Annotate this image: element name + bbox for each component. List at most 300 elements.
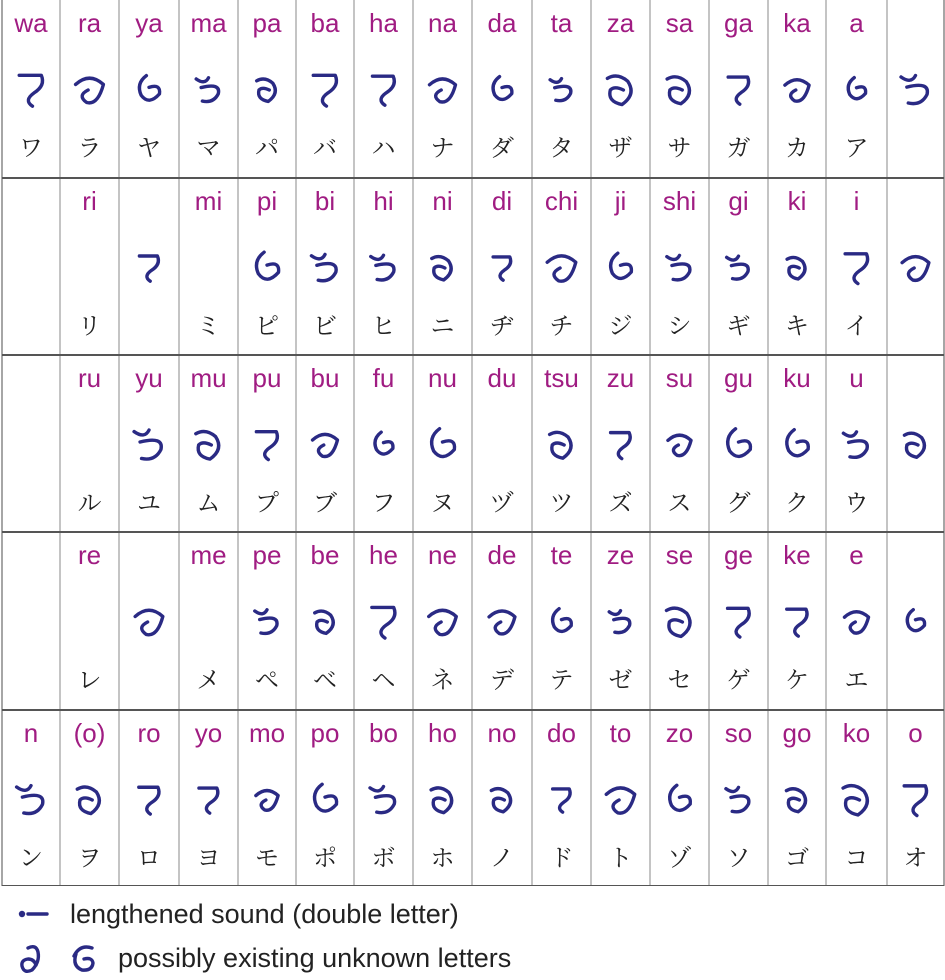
romaji-label: mu	[190, 363, 227, 393]
kana-label: ス	[667, 489, 692, 517]
script-glyph-icon	[315, 784, 337, 811]
syllabary-row	[78, 363, 925, 517]
syllable-cell	[311, 540, 340, 694]
script-glyph-icon	[611, 433, 631, 459]
kana-label: バ	[313, 134, 337, 162]
syllable-cell	[607, 363, 634, 517]
romaji-label: mo	[248, 718, 286, 748]
kana-label: ポ	[313, 844, 337, 872]
romaji-label: ge	[724, 540, 753, 570]
kana-label: タ	[549, 134, 574, 162]
script-glyph-icon	[491, 789, 510, 812]
script-glyph-icon	[609, 611, 630, 633]
legend-lengthened-text: lengthened sound (double letter)	[70, 898, 459, 929]
romaji-label: ma	[190, 8, 227, 38]
syllable-cell	[431, 186, 455, 340]
kana-label: ク	[785, 489, 809, 517]
script-glyph-icon	[785, 80, 809, 101]
romaji-label: mi	[194, 186, 223, 216]
script-glyph-icon	[493, 77, 512, 100]
kana-label: ゲ	[726, 666, 751, 694]
script-glyph-icon	[845, 254, 867, 284]
syllable-cell	[195, 186, 222, 340]
romaji-label: ho	[428, 718, 457, 748]
kana-label: ヨ	[196, 844, 221, 872]
syllable-cell	[488, 718, 517, 872]
script-glyph-icon	[257, 79, 276, 101]
syllable-cell	[666, 8, 694, 162]
romaji-label: du	[487, 363, 517, 393]
syllable-cell	[547, 718, 576, 872]
script-glyph-icon	[727, 256, 749, 279]
syllable-cell	[369, 540, 398, 694]
syllable-cell	[13, 8, 48, 162]
romaji-label: ku	[783, 363, 811, 393]
legend-unknown-text: possibly existing unknown letters	[118, 942, 512, 973]
kana-label: カ	[785, 134, 809, 162]
romaji-label: e	[849, 540, 864, 570]
syllable-cell	[78, 540, 102, 694]
kana-label: オ	[903, 844, 928, 872]
kana-label: ダ	[490, 134, 514, 162]
kana-label: ア	[844, 134, 869, 162]
romaji-label: hi	[373, 186, 394, 216]
kana-label: ミ	[196, 312, 221, 340]
romaji-label: wa	[14, 8, 48, 38]
romaji-label: (o)	[73, 718, 106, 748]
kana-label: ザ	[608, 134, 633, 162]
script-glyph-icon	[372, 607, 395, 638]
kana-label: ガ	[726, 134, 751, 162]
kana-label: モ	[255, 844, 279, 872]
syllable-cell	[609, 186, 633, 340]
romaji-label: pu	[252, 363, 282, 393]
kana-label: ニ	[430, 312, 455, 340]
syllable-cell	[253, 8, 282, 162]
script-glyph-icon	[606, 788, 634, 813]
romaji-label: yu	[135, 363, 163, 393]
syllable-cell	[190, 8, 227, 162]
romaji-label: bi	[314, 186, 336, 216]
romaji-label: da	[487, 8, 517, 38]
kana-label: ト	[608, 844, 633, 872]
kana-label: ヒ	[371, 312, 396, 340]
syllable-cell	[139, 256, 158, 281]
unknown-letters-icon	[0, 936, 118, 980]
syllable-cell	[428, 363, 457, 517]
syllable-cell	[785, 186, 809, 340]
script-glyph-icon	[431, 788, 452, 813]
kana-label: ジ	[608, 312, 633, 340]
kana-label: イ	[844, 312, 869, 340]
syllable-cell	[488, 363, 517, 517]
syllable-cell	[372, 363, 396, 517]
romaji-label: ze	[606, 540, 635, 570]
script-glyph-icon	[901, 76, 927, 104]
kana-label: ハ	[371, 134, 396, 162]
kana-label: ヘ	[371, 666, 396, 694]
syllable-cell	[550, 540, 574, 694]
romaji-label: ha	[369, 8, 398, 38]
kana-label: ゴ	[785, 844, 809, 872]
romaji-label: yo	[194, 718, 223, 748]
script-glyph-icon	[256, 791, 278, 811]
script-glyph-icon	[255, 610, 277, 634]
script-glyph-icon	[843, 432, 867, 457]
romaji-label: ni	[432, 186, 453, 216]
romaji-label: ka	[783, 8, 811, 38]
kana-label: ペ	[255, 666, 279, 694]
script-glyph-icon	[313, 75, 336, 106]
romaji-label: ki	[787, 186, 807, 216]
script-glyph-icon	[370, 787, 395, 813]
syllable-cell	[666, 540, 693, 694]
kana-label: ヅ	[490, 489, 514, 517]
kana-label: ウ	[844, 489, 869, 517]
kana-label: セ	[667, 666, 692, 694]
kana-label: ノ	[490, 844, 514, 872]
syllabary-row	[78, 540, 925, 694]
kana-label: ピ	[255, 312, 279, 340]
kana-label: エ	[844, 666, 869, 694]
kana-label: ベ	[313, 666, 337, 694]
kana-label: チ	[549, 312, 574, 340]
romaji-label: se	[665, 540, 694, 570]
romaji-label: no	[487, 718, 517, 748]
script-glyph-icon	[848, 78, 865, 99]
syllable-cell	[255, 186, 279, 340]
syllable-cell	[428, 8, 457, 162]
romaji-label: ri	[82, 186, 97, 216]
script-glyph-icon	[787, 609, 807, 636]
romaji-label: ko	[842, 718, 871, 748]
kana-label: レ	[77, 666, 102, 694]
syllable-cell	[902, 257, 929, 281]
kana-label: ゼ	[608, 666, 633, 694]
romaji-label: to	[609, 718, 632, 748]
kana-label: プ	[255, 489, 279, 517]
syllable-cell	[724, 363, 753, 517]
romaji-label: ra	[77, 8, 102, 38]
romaji-label: na	[428, 8, 457, 38]
syllable-cell	[253, 540, 282, 694]
kana-label: グ	[726, 489, 751, 517]
kana-label: パ	[255, 134, 279, 162]
romaji-label: ru	[77, 363, 102, 393]
romaji-label: sa	[665, 8, 694, 38]
script-glyph-icon	[77, 787, 99, 814]
syllable-cell	[78, 186, 102, 340]
script-glyph-icon	[256, 252, 278, 279]
syllable-cell	[311, 363, 340, 517]
kana-label: ル	[77, 489, 102, 517]
syllable-cell	[727, 186, 751, 340]
script-glyph-icon	[371, 255, 394, 280]
kana-label: ツ	[549, 489, 574, 517]
syllable-cell	[607, 8, 635, 162]
syllable-cell	[725, 718, 752, 872]
kana-label: メ	[196, 666, 221, 694]
script-glyph-icon	[843, 786, 867, 815]
script-glyph-icon	[786, 789, 805, 812]
script-glyph-icon	[728, 77, 748, 104]
romaji-label: pa	[252, 8, 282, 38]
romaji-label: gi	[728, 186, 749, 216]
script-glyph-icon	[429, 610, 456, 634]
script-glyph-icon	[667, 255, 690, 280]
kana-label: ボ	[371, 844, 396, 872]
kana-label: ラ	[77, 134, 102, 162]
syllable-cell	[76, 8, 104, 162]
kana-label: ブ	[313, 489, 337, 517]
romaji-label: chi	[544, 186, 579, 216]
script-glyph-icon	[553, 609, 572, 632]
romaji-label: bo	[369, 718, 398, 748]
romaji-label: n	[23, 718, 39, 748]
romaji-label: u	[849, 363, 864, 393]
script-glyph-icon	[550, 432, 571, 458]
script-glyph-icon	[668, 435, 691, 456]
syllable-cell	[783, 8, 811, 162]
kana-label: マ	[196, 134, 221, 162]
script-glyph-icon	[372, 76, 394, 105]
kana-label: ユ	[137, 489, 161, 517]
kana-label: ロ	[137, 844, 161, 872]
syllable-cell	[904, 718, 928, 872]
romaji-label: ga	[724, 8, 753, 38]
script-glyph-icon	[902, 257, 929, 281]
romaji-label: ne	[428, 540, 457, 570]
syllable-cell	[311, 718, 340, 872]
script-glyph-icon	[904, 433, 924, 457]
syllable-cell	[843, 363, 868, 517]
kana-label: リ	[77, 312, 102, 340]
script-glyph-icon	[553, 789, 570, 812]
syllable-cell	[190, 363, 226, 517]
romaji-label: i	[853, 186, 860, 216]
kana-label: テ	[549, 666, 574, 694]
syllable-cell	[544, 363, 579, 517]
romaji-label: he	[369, 540, 398, 570]
romaji-label: be	[310, 540, 340, 570]
syllable-cell	[843, 718, 870, 872]
syllable-cell	[253, 363, 282, 517]
kana-label: ヲ	[77, 844, 102, 872]
script-glyph-icon	[139, 256, 158, 281]
romaji-label: zu	[606, 363, 635, 393]
romaji-label: po	[310, 718, 340, 748]
kana-label: ヤ	[137, 134, 161, 162]
legend	[0, 886, 945, 977]
syllable-cell	[490, 186, 514, 340]
romaji-label: gu	[724, 363, 753, 393]
syllable-cell	[195, 718, 222, 872]
syllable-cell	[369, 8, 398, 162]
romaji-label: fu	[372, 363, 395, 393]
syllable-cell	[845, 186, 869, 340]
romaji-label: me	[190, 540, 227, 570]
syllable-cell	[17, 718, 43, 872]
script-glyph-icon	[134, 430, 161, 459]
script-glyph-icon	[666, 608, 690, 636]
kana-label: ズ	[608, 489, 633, 517]
script-glyph-icon	[135, 610, 163, 635]
script-glyph-icon	[76, 78, 104, 103]
script-glyph-icon	[670, 785, 691, 810]
script-glyph-icon	[199, 788, 218, 813]
kana-label: ネ	[430, 666, 455, 694]
kana-label: ビ	[313, 312, 337, 340]
romaji-label: so	[724, 718, 753, 748]
script-glyph-icon	[139, 787, 159, 814]
syllable-cell	[488, 8, 517, 162]
script-glyph-icon	[196, 78, 218, 102]
script-glyph-icon	[139, 76, 159, 101]
script-glyph-icon	[256, 432, 277, 460]
romaji-label: re	[77, 540, 102, 570]
kana-label: ソ	[726, 844, 751, 872]
script-glyph-icon	[489, 611, 515, 634]
syllable-cell	[134, 363, 163, 517]
script-glyph-icon	[17, 786, 43, 814]
romaji-label: te	[550, 540, 573, 570]
romaji-label: shi	[662, 186, 697, 216]
romaji-label: pe	[252, 540, 282, 570]
script-glyph-icon	[432, 429, 455, 457]
syllable-cell	[783, 718, 812, 872]
legend-row-unknown	[0, 936, 511, 980]
syllable-cell	[371, 186, 396, 340]
syllable-cell	[606, 718, 634, 872]
script-glyph-icon	[313, 434, 338, 456]
script-glyph-icon	[611, 253, 632, 278]
romaji-label: do	[547, 718, 576, 748]
romaji-label: ro	[137, 718, 161, 748]
romaji-label: pi	[256, 186, 278, 216]
syllable-cell	[190, 540, 226, 694]
romaji-label: a	[849, 8, 864, 38]
syllable-cell	[607, 540, 634, 694]
script-glyph-icon	[728, 429, 751, 457]
syllable-cell	[137, 718, 161, 872]
romaji-label: o	[908, 718, 923, 748]
kana-label: ギ	[726, 312, 751, 340]
syllable-cell	[135, 8, 163, 162]
script-glyph-icon	[907, 610, 924, 631]
script-glyph-icon	[429, 79, 455, 102]
syllable-cell	[74, 718, 106, 872]
romaji-label: tsu	[544, 363, 579, 393]
kana-label: コ	[844, 844, 869, 872]
romaji-label: ke	[783, 540, 811, 570]
script-glyph-icon	[311, 254, 336, 280]
kana-label: フ	[371, 489, 396, 517]
kana-label: キ	[785, 312, 809, 340]
syllable-cell	[666, 363, 693, 517]
syllable-cell	[901, 76, 927, 104]
syllable-cell	[724, 8, 753, 162]
kana-label: ド	[549, 844, 574, 872]
kana-label: ナ	[430, 134, 455, 162]
syllable-cell	[783, 540, 810, 694]
kana-label: ケ	[785, 666, 809, 694]
syllable-cell	[724, 540, 753, 694]
script-glyph-icon	[375, 432, 393, 454]
script-glyph-icon	[607, 76, 631, 105]
syllable-cell	[783, 363, 810, 517]
syllabary-row	[78, 186, 929, 340]
romaji-label: ba	[310, 8, 340, 38]
kana-label: ゾ	[667, 844, 692, 872]
syllable-cell	[428, 540, 457, 694]
romaji-label: de	[487, 540, 517, 570]
script-glyph-icon	[787, 430, 808, 456]
kana-label: ヌ	[430, 489, 455, 517]
syllable-cell	[545, 186, 578, 340]
romaji-label: nu	[428, 363, 457, 393]
script-glyph-icon	[196, 431, 219, 459]
script-glyph-icon	[667, 77, 689, 104]
kana-label: ホ	[430, 844, 455, 872]
syllable-cell	[550, 8, 574, 162]
romaji-label: di	[491, 186, 513, 216]
script-glyph-icon	[493, 257, 511, 280]
syllable-cell	[135, 610, 163, 635]
syllable-cell	[311, 8, 340, 162]
script-glyph-icon	[844, 612, 868, 633]
script-glyph-icon	[787, 257, 805, 279]
script-glyph-icon	[726, 787, 749, 811]
syllabary-row	[13, 8, 927, 162]
script-glyph-icon	[432, 257, 451, 280]
script-glyph-icon	[547, 256, 576, 281]
romaji-label: go	[782, 718, 812, 748]
romaji-label: ya	[135, 8, 163, 38]
kana-label: ヂ	[490, 312, 514, 340]
syllable-cell	[845, 8, 869, 162]
romaji-label: bu	[310, 363, 340, 393]
lengthened-mark-icon	[0, 892, 70, 936]
syllable-cell	[904, 433, 924, 457]
kana-label: デ	[490, 666, 514, 694]
kana-label: シ	[667, 312, 692, 340]
script-glyph-icon	[315, 611, 334, 633]
syllable-cell	[907, 610, 924, 631]
romaji-label: ta	[550, 8, 573, 38]
syllable-cell	[488, 540, 517, 694]
romaji-label: su	[665, 363, 694, 393]
syllable-cell	[663, 186, 696, 340]
script-glyph-icon	[550, 79, 571, 101]
kana-label: ン	[19, 844, 43, 872]
kana-label: ム	[196, 489, 221, 517]
syllable-cell	[666, 718, 693, 872]
syllable-cell	[844, 540, 868, 694]
legend-row-lengthened	[0, 892, 459, 936]
kana-label: ワ	[19, 134, 43, 162]
syllable-cell	[78, 363, 102, 517]
romaji-label: za	[606, 8, 635, 38]
syllable-cell	[311, 186, 337, 340]
romaji-label: zo	[665, 718, 694, 748]
syllable-cell	[369, 718, 398, 872]
syllable-cell	[249, 718, 285, 872]
kana-label: サ	[667, 134, 692, 162]
syllable-cell	[428, 718, 457, 872]
romaji-label: ji	[614, 186, 627, 216]
script-glyph-icon	[728, 608, 750, 637]
script-glyph-icon	[904, 786, 926, 816]
